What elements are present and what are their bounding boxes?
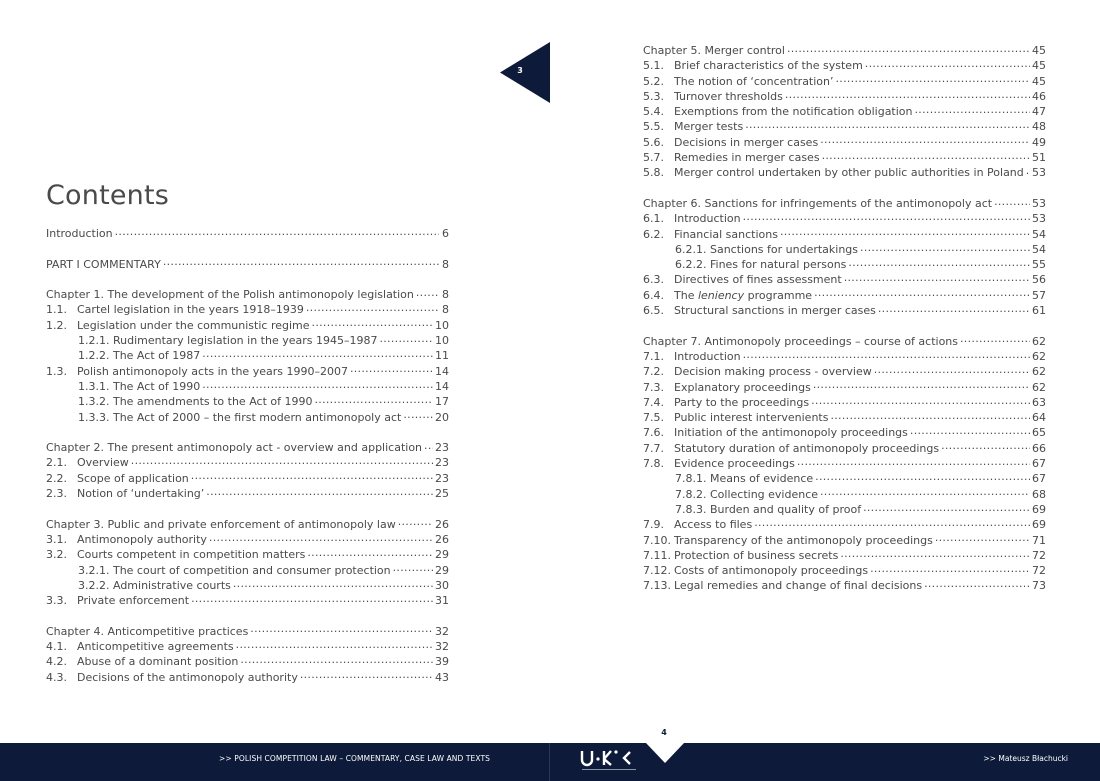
toc-leader-dots [350, 364, 433, 375]
toc-entry-title: Cartel legislation in the years 1918–1939 [77, 303, 304, 317]
toc-entry [643, 517, 1046, 532]
toc-leader-dots [300, 670, 433, 681]
toc-entry [46, 563, 449, 578]
toc-entry [643, 364, 1046, 379]
toc-entry [643, 58, 1046, 73]
toc-entry-title: Transparency of the antimonopoly proceedings [674, 533, 933, 547]
toc-entry-page: 67 [1032, 457, 1046, 471]
toc-entry-title: Antimonopoly authority [77, 532, 207, 546]
toc-leader-dots [416, 287, 439, 298]
toc-entry-number: 7.13. [643, 579, 671, 593]
toc-entry-title: Chapter 3. Public and private enforcement of antimonopoly law [46, 517, 396, 531]
toc-leader-dots [209, 532, 433, 543]
toc-leader-dots [233, 578, 433, 589]
toc-entry-page: 64 [1032, 411, 1046, 425]
toc-leader-dots [960, 334, 1030, 345]
toc-leader-dots [863, 502, 1030, 513]
toc-entry [643, 487, 1046, 502]
toc-leader-dots [393, 563, 433, 574]
toc-entry [643, 471, 1046, 486]
toc-entry [46, 226, 449, 241]
toc-entry [46, 302, 449, 317]
toc-entry-page: 29 [435, 548, 449, 562]
toc-entry-page: 23 [435, 441, 449, 455]
toc-leader-dots [878, 303, 1030, 314]
toc-entry-page: 32 [435, 624, 449, 638]
toc-entry-number: 7.3. [643, 380, 664, 394]
toc-entry-page: 45 [1032, 44, 1046, 57]
toc-entry-title: Statutory duration of antimonopoly proceedings [674, 441, 940, 455]
toc-entry-page: 14 [435, 379, 449, 393]
toc-entry [643, 425, 1046, 440]
toc-entry [643, 196, 1046, 211]
toc-entry [46, 670, 449, 685]
toc-leader-dots [743, 211, 1030, 222]
toc-leader-dots [236, 639, 433, 650]
toc-entry-page: 6 [442, 227, 449, 240]
toc-entry-number: 7.1. [643, 349, 664, 363]
toc-leader-dots [163, 257, 439, 268]
toc-entry-number: 1.3. [46, 364, 67, 378]
toc-entry-title: Decision making process - overview [674, 365, 872, 379]
toc-entry-page: 32 [435, 640, 449, 654]
toc-leader-dots [306, 302, 439, 313]
toc-entry-page: 43 [435, 670, 449, 684]
toc-entry-number: 7.12. [643, 564, 671, 578]
toc-entry-title: Chapter 7. Antimonopoly proceedings – course of actions [643, 334, 959, 348]
toc-entry-number: 3.1. [46, 532, 67, 546]
toc-entry-title: 7.8.1. Means of evidence [675, 472, 814, 486]
footer-book-title: >> POLISH COMPETITION LAW – COMMENTARY, CASE LAW AND TEXTS [219, 754, 491, 763]
toc-entry [643, 135, 1046, 150]
toc-leader-dots [424, 440, 433, 451]
toc-leader-dots [191, 593, 433, 604]
toc-leader-dots [815, 471, 1030, 482]
toc-entry [643, 456, 1046, 471]
toc-entry [643, 150, 1046, 165]
toc-entry-number: 7.6. [643, 426, 664, 440]
toc-entry-page: 67 [1032, 472, 1046, 486]
toc-entry-title: Chapter 4. Anticompetitive practices [46, 624, 249, 638]
toc-entry-title-part: The [674, 288, 698, 302]
toc-leader-dots [240, 654, 433, 665]
toc-entry-page: 62 [1032, 380, 1046, 394]
toc-entry-title: Structural sanctions in merger cases [674, 304, 876, 318]
toc-leader-dots [860, 242, 1030, 253]
toc-right-column [643, 43, 1046, 594]
toc-leader-dots [994, 196, 1030, 207]
toc-entry-title: 1.2.1. Rudimentary legislation in the years 1945–1987 [78, 334, 378, 348]
toc-leader-dots [307, 547, 433, 558]
toc-entry-title: Chapter 6. Sanctions for infringements of the antimonopoly act [643, 196, 993, 210]
toc-spacer [46, 501, 449, 516]
toc-leader-dots [874, 364, 1030, 375]
toc-entry [643, 227, 1046, 242]
toc-entry-title: 6.2.2. Fines for natural persons [675, 258, 847, 272]
toc-entry-title: Overview [77, 456, 129, 470]
toc-entry [643, 441, 1046, 456]
page-number-marker-top [500, 42, 550, 103]
toc-leader-dots [743, 349, 1030, 360]
toc-entry-title-part: programme [744, 288, 813, 302]
toc-entry-number: 7.9. [643, 518, 664, 532]
toc-entry-title: Explanatory proceedings [674, 380, 811, 394]
toc-entry-page: 29 [435, 563, 449, 577]
toc-entry-page: 47 [1032, 105, 1046, 119]
toc-entry-page: 17 [435, 395, 449, 409]
toc-entry [46, 394, 449, 409]
toc-entry-title: Protection of business secrets [674, 548, 839, 562]
toc-entry [46, 333, 449, 348]
toc-entry [46, 318, 449, 333]
toc-entry [46, 593, 449, 608]
footer-bar [0, 743, 1100, 781]
toc-entry-number: 6.5. [643, 304, 664, 318]
toc-entry-title: Chapter 1. The development of the Polish antimonopoly legislation [46, 288, 414, 302]
toc-entry [643, 119, 1046, 134]
toc-entry [643, 380, 1046, 395]
toc-entry-page: 68 [1032, 487, 1046, 501]
toc-entry-page: 8 [442, 288, 449, 302]
toc-leader-dots [935, 533, 1030, 544]
toc-entry-title: Courts competent in competition matters [77, 548, 306, 562]
toc-entry-number: 3.3. [46, 594, 67, 608]
toc-entry-number: 4.2. [46, 655, 67, 669]
toc-entry-page: 23 [435, 471, 449, 485]
toc-leader-dots [1026, 165, 1030, 176]
toc-entry [46, 578, 449, 593]
toc-entry [643, 257, 1046, 272]
toc-entry [46, 257, 449, 272]
toc-entry-page: 69 [1032, 518, 1046, 532]
toc-entry-title: PART I COMMENTARY [46, 257, 161, 271]
toc-entry-title-emphasis: leniency [697, 288, 745, 302]
toc-entry-number: 7.11. [643, 548, 671, 562]
toc-entry-page: 39 [435, 655, 449, 669]
toc-entry-title: Merger tests [674, 120, 744, 134]
toc-entry-title: Introduction [46, 227, 113, 240]
toc-entry-number: 5.8. [643, 166, 664, 180]
bottom-page-number: 4 [661, 728, 667, 737]
toc-spacer [46, 608, 449, 623]
toc-entry [643, 242, 1046, 257]
toc-entry [46, 410, 449, 425]
toc-leader-dots [941, 441, 1030, 452]
toc-entry-title: Remedies in merger cases [674, 151, 820, 165]
toc-entry-page: 54 [1032, 227, 1046, 241]
toc-spacer [46, 272, 449, 287]
toc-entry-number: 5.4. [643, 105, 664, 119]
footer-author: >> Mateusz Błachucki [983, 754, 1068, 763]
toc-entry-title: Scope of application [77, 471, 189, 485]
toc-entry [46, 287, 449, 302]
toc-leader-dots [840, 548, 1030, 559]
toc-leader-dots [131, 455, 433, 466]
toc-entry-page: 69 [1032, 502, 1046, 516]
toc-entry [643, 349, 1046, 364]
toc-leader-dots [813, 380, 1030, 391]
toc-entry-title: Decisions of the antimonopoly authority [77, 670, 298, 684]
toc-leader-dots [202, 379, 433, 390]
toc-entry [46, 547, 449, 562]
toc-left-column [46, 226, 449, 685]
toc-entry-title [674, 288, 812, 303]
toc-entry-number: 5.5. [643, 120, 664, 134]
toc-entry [643, 272, 1046, 287]
toc-entry-page: 53 [1032, 212, 1046, 226]
toc-entry-page: 71 [1032, 533, 1046, 547]
footer-notch [646, 743, 684, 763]
toc-entry-number: 7.7. [643, 441, 664, 455]
toc-entry-page: 57 [1032, 288, 1046, 302]
toc-entry-title: 1.3.1. The Act of 1990 [78, 379, 201, 393]
toc-entry-page: 10 [435, 334, 449, 348]
toc-entry-title: Evidence proceedings [674, 457, 795, 471]
toc-leader-dots [250, 624, 433, 635]
toc-leader-dots [206, 486, 433, 497]
toc-entry-page: 72 [1032, 564, 1046, 578]
toc-entry-page: 46 [1032, 89, 1046, 103]
toc-entry-page: 23 [435, 456, 449, 470]
toc-entry [46, 455, 449, 470]
toc-leader-dots [785, 89, 1030, 100]
toc-leader-dots [202, 348, 433, 359]
toc-entry-title: 1.2.2. The Act of 1987 [78, 349, 201, 363]
toc-entry-title: Notion of ‘undertaking’ [77, 487, 205, 501]
toc-entry [46, 471, 449, 486]
toc-entry-page: 62 [1032, 334, 1046, 348]
toc-entry-page: 66 [1032, 441, 1046, 455]
toc-entry-number: 5.1. [643, 59, 664, 73]
toc-leader-dots [836, 74, 1031, 85]
toc-entry-page: 61 [1032, 304, 1046, 318]
toc-entry-title: Introduction [674, 212, 741, 226]
toc-entry [643, 533, 1046, 548]
toc-entry-number: 2.3. [46, 487, 67, 501]
toc-entry [643, 74, 1046, 89]
toc-entry-number: 5.3. [643, 89, 664, 103]
toc-leader-dots [398, 517, 433, 528]
toc-entry-number: 1.2. [46, 318, 67, 332]
toc-entry-page: 10 [435, 318, 449, 332]
toc-entry-number: 6.1. [643, 212, 664, 226]
toc-entry-page: 26 [435, 532, 449, 546]
toc-leader-dots [814, 288, 1030, 299]
toc-entry-title: Initiation of the antimonopoly proceedings [674, 426, 908, 440]
toc-entry [46, 348, 449, 363]
toc-entry [643, 395, 1046, 410]
toc-entry-number: 4.3. [46, 670, 67, 684]
toc-entry [643, 548, 1046, 563]
toc-leader-dots [191, 471, 433, 482]
toc-entry-title: Financial sanctions [674, 227, 778, 241]
toc-leader-dots [787, 43, 1030, 54]
toc-entry-page: 30 [435, 578, 449, 592]
toc-entry [46, 517, 449, 532]
toc-entry-page: 54 [1032, 242, 1046, 256]
toc-entry-number: 3.2. [46, 548, 67, 562]
toc-entry-title: 6.2.1. Sanctions for undertakings [675, 242, 859, 256]
toc-entry-page: 72 [1032, 548, 1046, 562]
toc-entry-page: 56 [1032, 273, 1046, 287]
toc-entry [643, 288, 1046, 303]
toc-entry-number: 1.1. [46, 303, 67, 317]
toc-entry [643, 43, 1046, 58]
toc-entry-title: Polish antimonopoly acts in the years 1990–2007 [77, 364, 348, 378]
toc-entry-title: 7.8.2. Collecting evidence [675, 487, 819, 501]
toc-entry-title: 3.2.1. The court of competition and consumer protection [78, 563, 391, 577]
toc-spacer [46, 241, 449, 256]
toc-entry-number: 7.8. [643, 457, 664, 471]
toc-entry [643, 578, 1046, 593]
toc-entry-title: 3.2.2. Administrative courts [78, 578, 231, 592]
toc-entry-title: Costs of antimonopoly proceedings [674, 564, 869, 578]
toc-entry-title: Decisions in merger cases [674, 135, 819, 149]
toc-entry [643, 334, 1046, 349]
toc-entry-page: 62 [1032, 365, 1046, 379]
toc-entry [643, 502, 1046, 517]
toc-entry-page: 49 [1032, 135, 1046, 149]
toc-entry [46, 532, 449, 547]
toc-entry-title: Party to the proceedings [674, 395, 810, 409]
toc-leader-dots [870, 563, 1030, 574]
toc-entry-number: 7.4. [643, 395, 664, 409]
toc-entry-number: 6.3. [643, 273, 664, 287]
toc-leader-dots [811, 395, 1030, 406]
uokik-logo [580, 748, 640, 776]
toc-entry-title: Public interest intervenients [674, 411, 829, 425]
toc-leader-dots [820, 487, 1030, 498]
toc-leader-dots [115, 226, 439, 237]
toc-entry-number: 2.1. [46, 456, 67, 470]
toc-entry [46, 486, 449, 501]
toc-entry-title: Exemptions from the notification obligation [674, 105, 913, 119]
page-title: Contents [46, 180, 170, 211]
toc-leader-dots [830, 410, 1030, 421]
toc-entry-number: 7.2. [643, 365, 664, 379]
toc-entry-page: 14 [435, 364, 449, 378]
toc-entry-number: 7.10. [643, 533, 671, 547]
toc-entry-page: 51 [1032, 151, 1046, 165]
toc-entry-page: 45 [1032, 59, 1046, 73]
toc-entry-title: Chapter 5. Merger control [643, 44, 785, 57]
toc-entry-page: 63 [1032, 395, 1046, 409]
toc-entry-number: 6.4. [643, 288, 664, 302]
toc-entry-page: 65 [1032, 426, 1046, 440]
toc-leader-dots [848, 257, 1030, 268]
toc-entry-page: 25 [435, 487, 449, 501]
toc-leader-dots [780, 227, 1030, 238]
toc-entry-number: 4.1. [46, 640, 67, 654]
toc-entry-title: Abuse of a dominant position [77, 655, 239, 669]
toc-entry-page: 55 [1032, 258, 1046, 272]
toc-entry-page: 31 [435, 594, 449, 608]
toc-entry-title: The notion of ‘concentration’ [674, 74, 834, 88]
toc-leader-dots [910, 425, 1030, 436]
toc-entry-page: 73 [1032, 579, 1046, 593]
toc-entry-number: 7.5. [643, 411, 664, 425]
toc-entry-title: Legislation under the communistic regime [77, 318, 310, 332]
toc-entry [643, 165, 1046, 180]
toc-leader-dots [745, 119, 1030, 130]
toc-entry-number: 6.2. [643, 227, 664, 241]
toc-entry [46, 624, 449, 639]
toc-leader-dots [403, 410, 433, 421]
toc-entry [643, 563, 1046, 578]
toc-leader-dots [797, 456, 1030, 467]
toc-leader-dots [844, 272, 1030, 283]
toc-leader-dots [312, 318, 433, 329]
toc-leader-dots [865, 58, 1030, 69]
toc-entry-page: 26 [435, 517, 449, 531]
toc-entry-number: 5.6. [643, 135, 664, 149]
toc-leader-dots [915, 104, 1030, 115]
top-page-number: 3 [517, 66, 523, 75]
toc-entry-title: Brief characteristics of the system [674, 59, 863, 73]
toc-entry [46, 440, 449, 455]
toc-leader-dots [820, 135, 1030, 146]
toc-entry-title: Chapter 2. The present antimonopoly act - overview and application [46, 441, 423, 455]
toc-entry-title: 1.3.2. The amendments to the Act of 1990 [78, 395, 313, 409]
toc-entry-title: Directives of fines assessment [674, 273, 842, 287]
toc-entry [643, 410, 1046, 425]
toc-leader-dots [822, 150, 1030, 161]
toc-entry-title: Turnover thresholds [674, 89, 783, 103]
toc-entry-title: Merger control undertaken by other public authorities in Poland [674, 166, 1024, 180]
toc-spacer [643, 181, 1046, 196]
toc-entry [643, 303, 1046, 318]
toc-entry-title: 1.3.3. The Act of 2000 – the first modern antimonopoly act [78, 410, 402, 424]
toc-leader-dots [314, 394, 433, 405]
toc-entry-number: 2.2. [46, 471, 67, 485]
toc-entry-page: 45 [1032, 74, 1046, 88]
toc-entry [46, 379, 449, 394]
toc-entry-page: 11 [435, 349, 449, 363]
toc-entry-page: 48 [1032, 120, 1046, 134]
toc-leader-dots [754, 517, 1030, 528]
toc-entry [643, 211, 1046, 226]
toc-spacer [643, 318, 1046, 333]
toc-entry-title: Anticompetitive agreements [77, 640, 234, 654]
toc-entry-title: Access to files [674, 518, 753, 532]
toc-entry [643, 89, 1046, 104]
toc-entry-page: 62 [1032, 349, 1046, 363]
footer-divider [549, 743, 550, 781]
toc-entry-page: 53 [1032, 196, 1046, 210]
toc-entry-title: 7.8.3. Burden and quality of proof [675, 502, 862, 516]
toc-leader-dots [924, 578, 1030, 589]
toc-entry-page: 8 [442, 303, 449, 317]
toc-entry-page: 20 [435, 410, 449, 424]
toc-entry-title: Introduction [674, 349, 741, 363]
toc-entry-number: 5.7. [643, 151, 664, 165]
toc-entry [46, 639, 449, 654]
toc-entry [46, 364, 449, 379]
toc-leader-dots [379, 333, 433, 344]
toc-entry [46, 654, 449, 669]
toc-entry-number: 5.2. [643, 74, 664, 88]
toc-spacer [46, 425, 449, 440]
toc-entry-title: Legal remedies and change of final decisions [674, 579, 923, 593]
toc-entry-page: 53 [1032, 166, 1046, 180]
toc-entry-title: Private enforcement [77, 594, 190, 608]
toc-entry-page: 8 [442, 257, 449, 271]
toc-entry [643, 104, 1046, 119]
